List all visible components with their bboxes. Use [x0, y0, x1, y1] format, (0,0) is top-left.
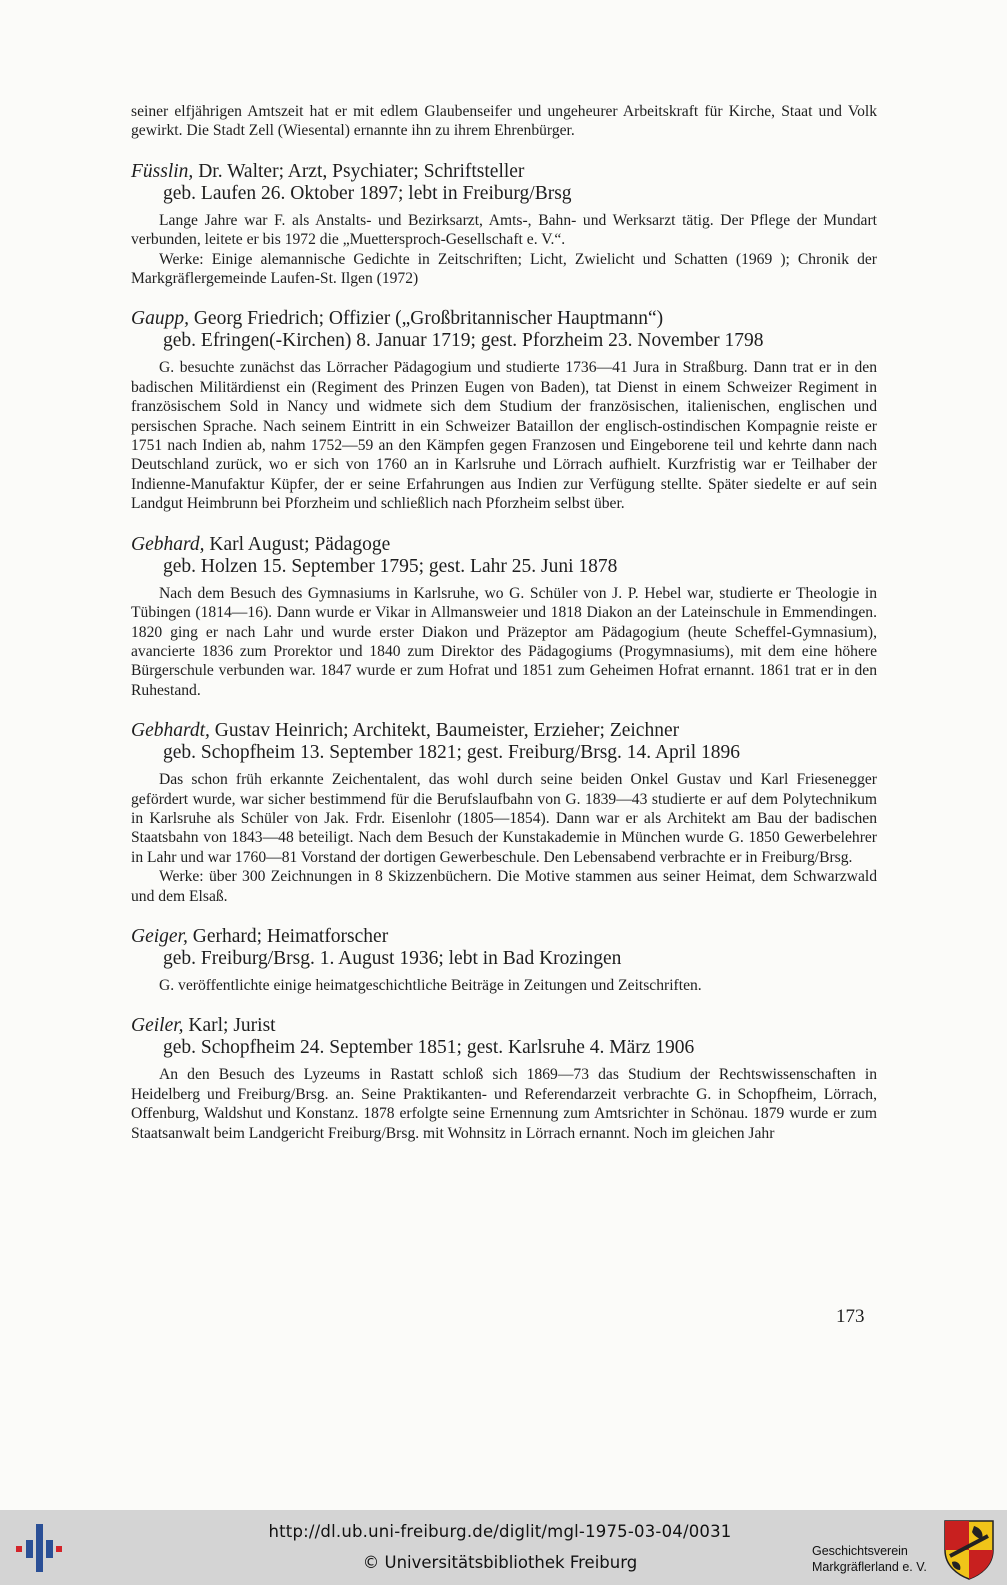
society-name-line1: Geschichtsverein: [812, 1544, 908, 1558]
entry-heading: [131, 1015, 877, 1037]
entry-description: Karl August; Pädagoge: [204, 533, 391, 555]
entry-paragraph: An den Besuch des Lyzeums in Rastatt schloß sich 1869—73 das Studium der Rechtswissenschaften in Heidelberg und Freiburg/Brsg. an. Seine Praktikanten- und Referendarzeit verbrachte G. in Schopfheim, Lörrach, Offenburg, Waldshut und Konstanz. 1878 erfolgte seine Ernennung zum Amtsrichter in Schönau. 1879 wurde er zum Staatsanwalt beim Landgericht Freiburg/Brsg. mit Wohnsitz in Lörrach ernannt. Noch im gleichen Jahr: [131, 1066, 877, 1142]
entry-description: Georg Friedrich; Offizier („Großbritannischer Hauptmann“): [188, 308, 664, 330]
entry-paragraph: Lange Jahre war F. als Anstalts- und Bezirksarzt, Amts-, Bahn- und Werksarzt tätig. Der Pflege der Mundart verbunden, leitete er bis 1972 die „Muettersproch-Gesellschaft e. V.“.: [131, 211, 877, 249]
page-number: 173: [836, 1306, 865, 1327]
entry-description: Karl; Jurist: [183, 1015, 276, 1037]
biography-entry: [131, 926, 877, 995]
entry-surname: Gebhardt,: [131, 720, 210, 742]
entry-surname: Füsslin,: [131, 160, 194, 182]
entry-paragraph: Das schon früh erkannte Zeichentalent, das wohl durch seine beiden Onkel Gustav und Karl Friesenegger gefördert wurde, war sicher bestimmend für die Berufslaufbahn von G. 1839—43 studierte er auf dem Polytechnikum in Karlsruhe als Schüler von Jak. Frdr. Eisenlohr (1805—1854). Dann war er als Architekt am Bau der badischen Staatsbahn von 1843—48 beteiligt. Nach dem Besuch der Kunstakademie in München wurde G. 1850 Gewerbelehrer in Lahr und war 1760—81 Vorstand der dortigen Gewerbeschule. Den Lebensabend verbrachte er in Freiburg/Brsg.: [131, 771, 877, 866]
footer-url-link[interactable]: http://dl.ub.uni-freiburg.de/diglit/mgl-1975-03-04/0031: [268, 1522, 732, 1541]
entry-description: Dr. Walter; Arzt, Psychiater; Schriftsteller: [193, 160, 525, 182]
biography-entry: [131, 720, 877, 906]
society-name: [812, 1543, 932, 1575]
entry-heading: [131, 534, 877, 556]
entry-paragraph: G. besuchte zunächst das Lörracher Pädagogium und studierte 1736—41 Jura in Straßburg. Dann trat er in den badischen Militärdienst ein (Regiment des Prinzen Eugen von Baden), tat Dienst in einem Schweizer Regiment in französischem Sold in Nancy und widmete sich dem Studium der französischen, italienischen, englischen und persischen Sprache. Nach seinem Eintritt in ein Schweizer Bataillon der englisch-ostindischen Kompagnie reiste er 1751 nach Indien ab, nahm 1752—59 an den Kämpfen gegen Franzosen und Eingeborene teil und kehrte dann nach Deutschland zurück, wo er sich von 1760 an in Karlsruhe und Lörrach aufhielt. Kurzfristig war er Teilhaber der Indienne-Manufaktur Küpfer, der er seine Erfahrungen aus Indien zur Verfügung stellte. Später siedelte er auf sein Landgut Heimbrunn bei Pforzheim und schließlich nach Pforzheim selbst über.: [131, 359, 877, 513]
entry-heading: [131, 720, 877, 742]
biography-entry: [131, 1015, 877, 1143]
entry-birth-death: geb. Laufen 26. Oktober 1897; lebt in Freiburg/Brsg: [163, 182, 572, 204]
ub-freiburg-logo-icon: [16, 1522, 62, 1574]
coat-of-arms-icon: [944, 1520, 994, 1580]
entry-paragraph: Nach dem Besuch des Gymnasiums in Karlsruhe, wo G. Schüler von J. P. Hebel war, studierte er Theologie in Tübingen (1814—16). Dann wurde er Vikar in Allmansweier und 1818 Diakon an der Lateinschule in Emmendingen. 1820 ging er nach Lahr und wurde erster Diakon und Präzeptor am Pädagogium (heute Scheffel-Gymnasium), avancierte 1836 zum Prorektor und 1840 zum Direktor des Pädagogiums (Progymnasiums), mit dem eine höhere Bürgerschule verbunden war. 1847 wurde er zum Hofrat und 1851 zum Geheimen Hofrat ernannt. 1861 trat er in den Ruhestand.: [131, 584, 877, 699]
entry-description: Gustav Heinrich; Architekt, Baumeister, Erzieher; Zeichner: [209, 720, 680, 742]
entry-heading: [131, 926, 877, 948]
entry-birth-death: geb. Freiburg/Brsg. 1. August 1936; lebt in Bad Krozingen: [163, 947, 622, 969]
intro-paragraph: seiner elfjährigen Amtszeit hat er mit edlem Glaubenseifer und ungeheurer Arbeitskraft für Kirche, Staat und Volk gewirkt. Die Stadt Zell (Wiesental) ernannte ihn zu ihrem Ehrenbürger.: [131, 103, 877, 140]
footer-bar: [0, 1510, 1007, 1585]
entry-birth-death: geb. Efringen(-Kirchen) 8. Januar 1719; gest. Pforzheim 23. November 1798: [163, 330, 764, 352]
society-name-line2: Markgräflerland e. V.: [812, 1560, 927, 1574]
entry-paragraph: Werke: Einige alemannische Gedichte in Zeitschriften; Licht, Zwielicht und Schatten (1969 ); Chronik der Markgräflergemeinde Laufen-St. Ilgen (1972): [131, 250, 877, 288]
entry-birth-death: geb. Holzen 15. September 1795; gest. Lahr 25. Juni 1878: [163, 555, 618, 577]
footer-copyright: © Universitätsbibliothek Freiburg: [362, 1553, 638, 1572]
entry-birth-death: geb. Schopfheim 24. September 1851; gest. Karlsruhe 4. März 1906: [163, 1037, 695, 1059]
biography-entry: [131, 308, 877, 513]
entry-heading: [131, 308, 877, 330]
entry-paragraph: G. veröffentlichte einige heimatgeschichtliche Beiträge in Zeitungen und Zeitschriften.: [159, 976, 702, 994]
entry-description: Gerhard; Heimatforscher: [187, 925, 389, 947]
entry-surname: Geiler,: [131, 1015, 184, 1037]
entry-paragraph: Werke: über 300 Zeichnungen in 8 Skizzenbüchern. Die Motive stammen aus seiner Heimat, dem Schwarzwald und dem Elsaß.: [131, 868, 877, 905]
text-block: [131, 102, 877, 1143]
entries-list: [131, 161, 877, 1143]
entry-heading: [131, 161, 877, 183]
biography-entry: [131, 534, 877, 700]
entry-surname: Geiger,: [131, 925, 188, 947]
entry-surname: Gebhard,: [131, 533, 205, 555]
entry-surname: Gaupp,: [131, 308, 189, 330]
entry-birth-death: geb. Schopfheim 13. September 1821; gest. Freiburg/Brsg. 14. April 1896: [163, 742, 741, 764]
biography-entry: [131, 161, 877, 289]
